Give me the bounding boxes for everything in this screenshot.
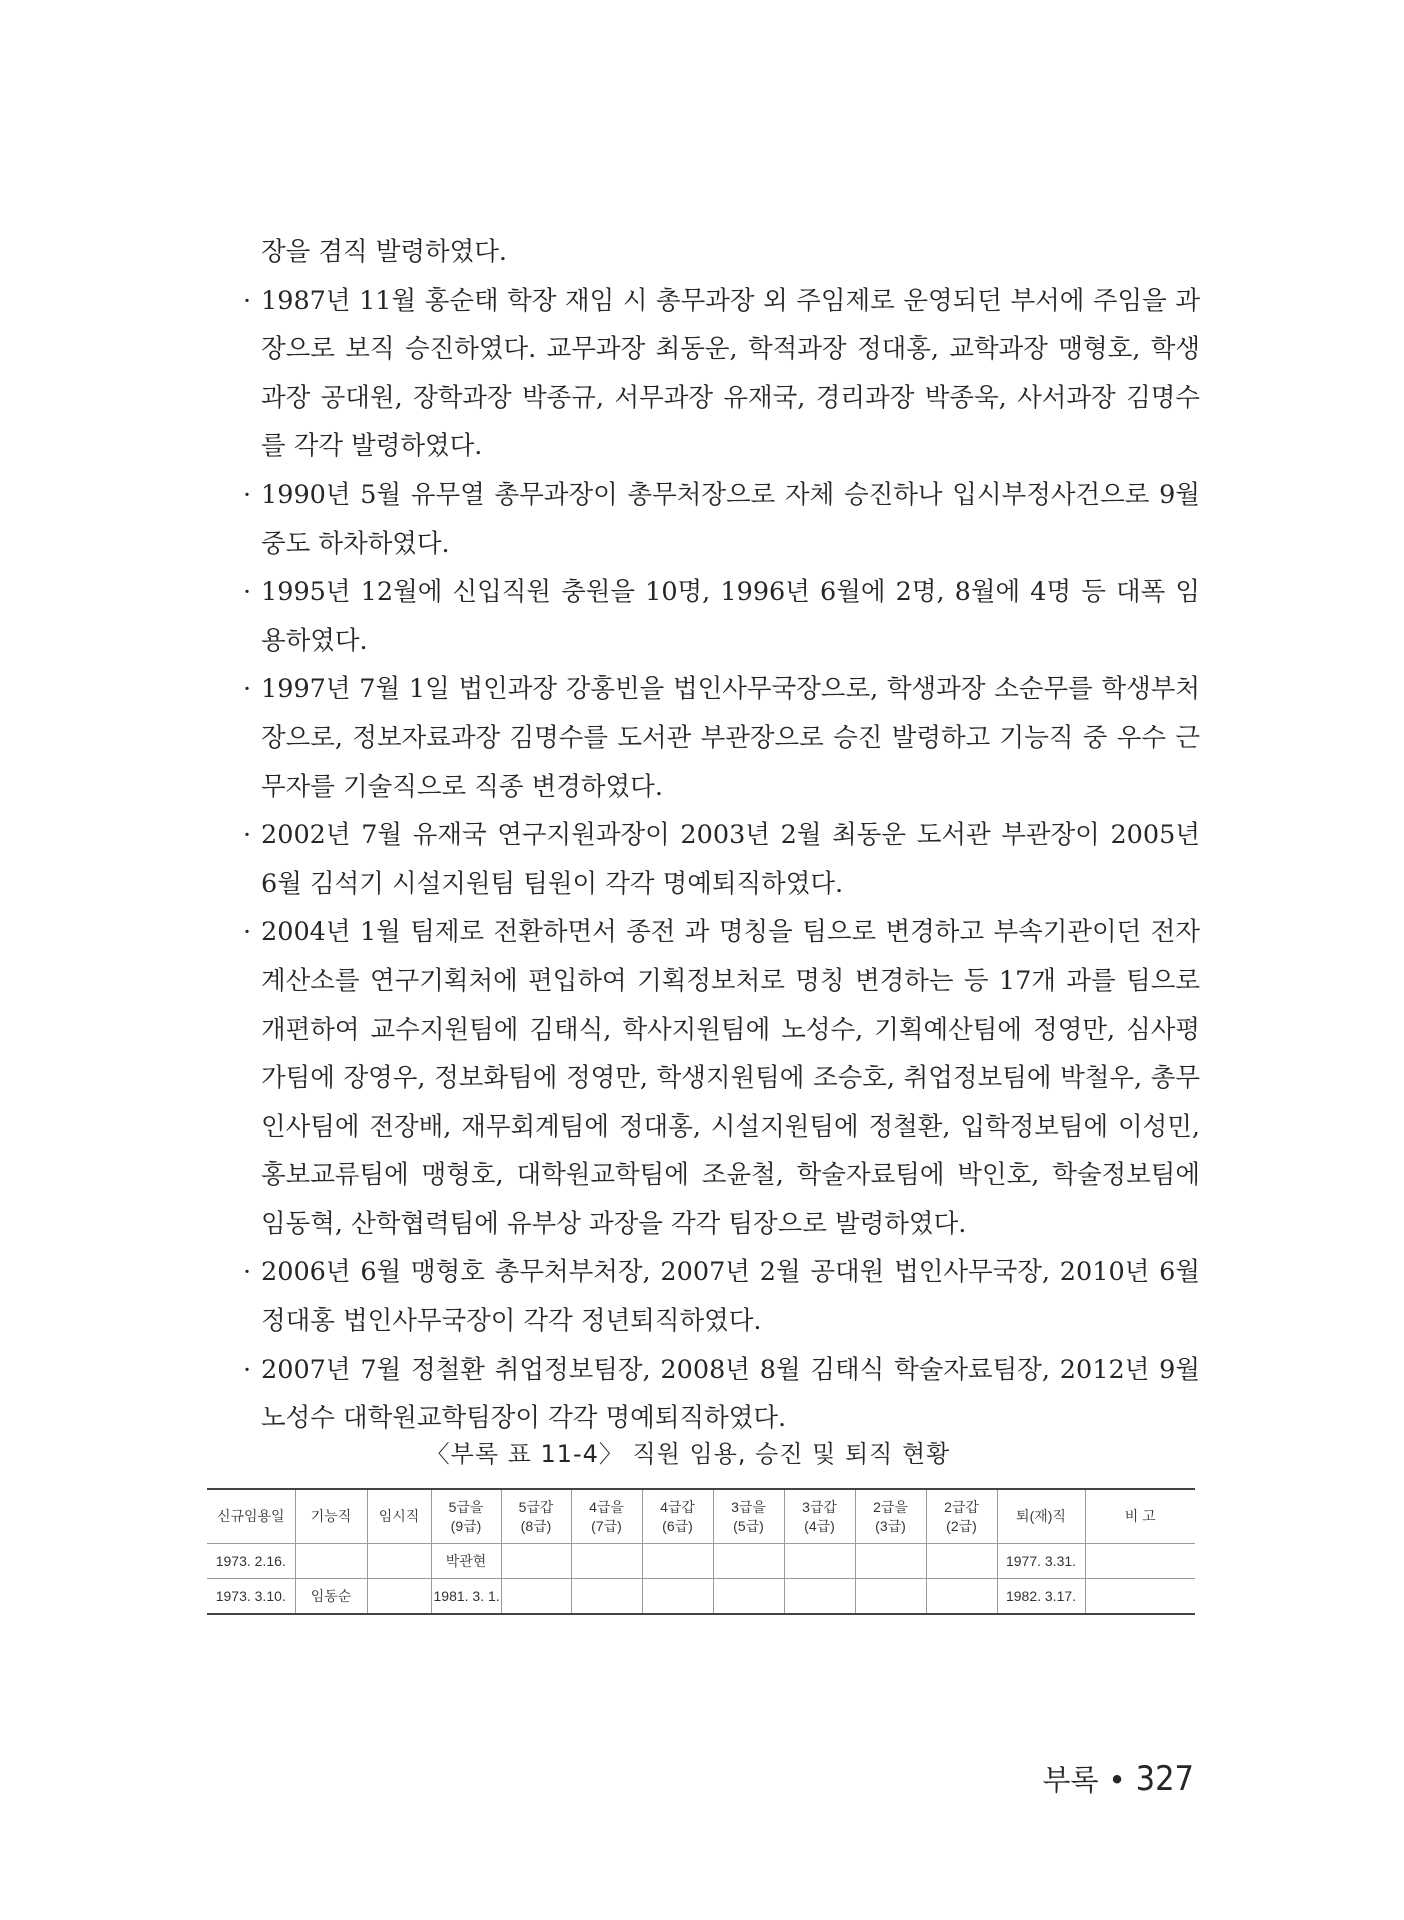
bullet-marker: · [243, 917, 252, 948]
table-cell [642, 1579, 713, 1615]
table-cell [855, 1544, 926, 1579]
bullet-paragraph [243, 811, 1200, 908]
records-table [207, 1488, 1195, 1615]
column-header-line: (7급) [591, 1517, 622, 1534]
paragraph-text: 2004년 1월 팀제로 전환하면서 종전 과 명칭을 팀으로 변경하고 부속기관이던 전자계산소를 연구기획처에 편입하여 기획정보처로 명칭 변경하는 등 17개 과를 팀으로 개편하여 교수지원팀에 김태식, 학사지원팀에 노성수, 기획예산팀에 정영만, 심사평가팀에 장영우, 정보화팀에 정영만, 학생지원팀에 조승호, 취업정보팀에 박철우, 총무인사팀에 전장배, 재무회계팀에 정대홍, 시설지원팀에 정철환, 입학정보팀에 이성민, 홍보교류팀에 맹형호, 대학원교학팀에 조윤철, 학술자료팀에 박인호, 학술정보팀에 임동혁, 산학협력팀에 유부상 과장을 각각 팀장으로 발령하였다. [261, 917, 1200, 1239]
body-text [243, 228, 1200, 1443]
column-header-line: (8급) [520, 1517, 552, 1534]
column-header-line: (9급) [450, 1517, 482, 1534]
table-cell [784, 1579, 855, 1615]
column-header-line: 2급갑 [944, 1498, 979, 1515]
column-header-line: 신규임용일 [216, 1508, 285, 1524]
bullet-paragraph [243, 908, 1200, 1248]
table-cell: 1973. 3.10. [207, 1579, 295, 1615]
column-header [431, 1489, 501, 1544]
table-cell [784, 1544, 855, 1579]
table-cell [295, 1544, 367, 1579]
column-header-line: 퇴(재)직 [1016, 1508, 1066, 1524]
bullet-paragraph [243, 277, 1200, 471]
column-header-line: (3급) [875, 1517, 906, 1534]
column-header [713, 1489, 784, 1544]
table-cell [713, 1579, 784, 1615]
bullet-marker: · [243, 1354, 252, 1385]
table-row [207, 1579, 1195, 1615]
column-header-line: 3급갑 [802, 1498, 837, 1515]
bullet-marker: · [243, 479, 252, 510]
table-cell [926, 1579, 997, 1615]
table-cell: 1981. 3. 1. [431, 1579, 501, 1615]
column-header-line: (4급) [804, 1517, 835, 1534]
table-cell [501, 1544, 571, 1579]
column-header-line: 2급을 [873, 1498, 908, 1515]
continued-paragraph [243, 228, 1200, 277]
column-header-line: 4급갑 [660, 1498, 695, 1515]
column-header-line: (2급) [946, 1517, 977, 1534]
bullet-marker: · [243, 285, 252, 316]
footer-separator: • [1108, 1763, 1126, 1797]
table-cell [501, 1579, 571, 1615]
column-header-line: 비 고 [1124, 1508, 1156, 1524]
paragraph-text: 2002년 7월 유재국 연구지원과장이 2003년 2월 최동운 도서관 부관장이 2005년 6월 김석기 시설지원팀 팀원이 각각 명예퇴직하였다. [261, 820, 1200, 899]
column-header [926, 1489, 997, 1544]
column-header [367, 1489, 431, 1544]
table-header-row [207, 1489, 1195, 1544]
table-caption: 〈부록 표 11-4〉 직원 임용, 승진 및 퇴직 현황 [425, 1440, 951, 1468]
column-header [501, 1489, 571, 1544]
table-cell [571, 1544, 642, 1579]
paragraph-text: 1990년 5월 유무열 총무과장이 총무처장으로 자체 승진하나 입시부정사건으로 9월 중도 하차하였다. [261, 479, 1200, 559]
paragraph-text: 2006년 6월 맹형호 총무처부처장, 2007년 2월 공대원 법인사무국장, 2010년 6월 정대홍 법인사무국장이 각각 정년퇴직하였다. [261, 1257, 1200, 1337]
column-header [1085, 1489, 1195, 1544]
table-cell: 1982. 3.17. [997, 1579, 1085, 1615]
column-header-line: 3급을 [731, 1498, 766, 1515]
table-cell [713, 1544, 784, 1579]
page-footer [1042, 1758, 1194, 1799]
table-cell: 박관현 [431, 1544, 501, 1579]
bullet-marker: · [243, 1257, 252, 1288]
bullet-paragraph [243, 1346, 1200, 1443]
table-cell [1085, 1579, 1195, 1615]
table-cell: 임동순 [295, 1579, 367, 1615]
column-header-line: (6급) [662, 1517, 693, 1534]
paragraph-text: 1987년 11월 홍순태 학장 재임 시 총무과장 외 주임제로 운영되던 부서에 주임을 과장으로 보직 승진하였다. 교무과장 최동운, 학적과장 정대홍, 교학과장 맹형호, 학생과장 공대원, 장학과장 박종규, 서무과장 유재국, 경리과장 박종욱, 사서과장 김명수를 각각 발령하였다. [261, 285, 1200, 462]
table-cell: 1977. 3.31. [997, 1544, 1085, 1579]
table-cell: 1973. 2.16. [207, 1544, 295, 1579]
table-cell [642, 1544, 713, 1579]
paragraph-text: 1997년 7월 1일 법인과장 강홍빈을 법인사무국장으로, 학생과장 소순무를 학생부처장으로, 정보자료과장 김명수를 도서관 부관장으로 승진 발령하고 기능직 중 우수 근무자를 기술직으로 직종 변경하였다. [261, 674, 1200, 802]
page-number: 327 [1135, 1759, 1194, 1799]
paragraph-text: 1995년 12월에 신입직원 충원을 10명, 1996년 6월에 2명, 8월에 4명 등 대폭 임용하였다. [261, 577, 1200, 656]
column-header [997, 1489, 1085, 1544]
table-cell [1085, 1544, 1195, 1579]
bullet-marker: · [243, 674, 252, 705]
column-header-line: 기능직 [310, 1508, 352, 1524]
bullet-paragraph [243, 665, 1200, 811]
table-cell [367, 1544, 431, 1579]
column-header-line: (5급) [733, 1517, 764, 1534]
column-header-line: 5급을 [448, 1498, 484, 1515]
paragraph-text: 장을 겸직 발령하였다. [261, 237, 508, 267]
bullet-marker: · [243, 820, 252, 851]
bullet-paragraph [243, 471, 1200, 568]
column-header-line: 4급을 [589, 1498, 624, 1515]
bullet-paragraph [243, 1248, 1200, 1345]
table-cell [855, 1579, 926, 1615]
footer-section: 부록 [1042, 1763, 1099, 1797]
table-cell [926, 1544, 997, 1579]
column-header-line: 5급갑 [518, 1498, 554, 1515]
bullet-paragraph [243, 568, 1200, 665]
column-header [207, 1489, 295, 1544]
table-row [207, 1544, 1195, 1579]
table-cell [571, 1579, 642, 1615]
column-header [784, 1489, 855, 1544]
table-cell [367, 1579, 431, 1615]
column-header [295, 1489, 367, 1544]
column-header [855, 1489, 926, 1544]
column-header [571, 1489, 642, 1544]
column-header-line: 임시직 [378, 1508, 420, 1524]
column-header [642, 1489, 713, 1544]
paragraph-text: 2007년 7월 정철환 취업정보팀장, 2008년 8월 김태식 학술자료팀장, 2012년 9월 노성수 대학원교학팀장이 각각 명예퇴직하였다. [261, 1354, 1200, 1434]
bullet-marker: · [243, 577, 252, 608]
